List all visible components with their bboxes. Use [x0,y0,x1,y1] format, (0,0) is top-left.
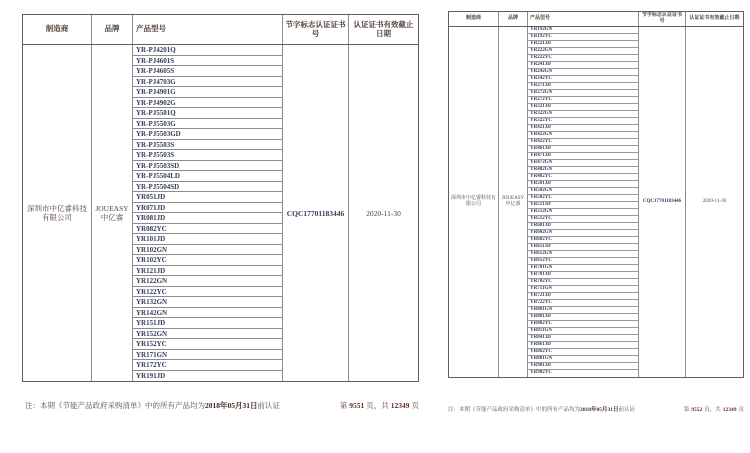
model-row: YR482YC [528,174,638,181]
model-row: YR081JD [133,213,282,224]
right-page-footer [448,405,745,413]
left-table-body [23,45,418,381]
model-row: YR051JD [133,192,282,203]
footer-note-text: 注：本期《节能产品政府采购清单》中的所有产品均为 [25,401,205,410]
model-row: YR191JD [136,371,166,380]
model-row: YR501JD [528,181,638,188]
page-indicator [683,405,745,413]
model-row: YR322YC [528,118,638,125]
brand-cell: JOUEASY 中亿睿 [499,27,528,377]
model-row: YR802YC [528,321,638,328]
page-label: 第 [683,407,690,413]
current-page-number: 9551 [349,401,365,410]
model-row: YR482GN [528,167,638,174]
model-row: YR611JD [528,244,638,251]
model-row: YR321JD [528,104,638,111]
header-manufacturer: 制造商 [23,15,92,44]
total-page-number: 12349 [390,401,410,410]
model-row: YR511JD [528,202,638,209]
page-label: 页，共 [704,407,721,413]
current-page-number: 9552 [691,407,703,413]
model-row: YR102GN [133,245,282,256]
brand-cell: JOUEASY 中亿睿 [92,45,133,381]
page-label: 页，共 [366,401,389,410]
model-row: YR-PJ5501Q [133,108,282,119]
model-row: YR101JD [133,234,282,245]
left-table-header-row [23,15,418,45]
model-row: YR422YC [528,139,638,146]
model-row: YR-PJ4601S [133,56,282,67]
model-row: YR122GN [133,276,282,287]
footer-note-date: 2018年05月31日 [580,407,619,413]
model-row: YR602GN [528,230,638,237]
page-label: 第 [339,401,348,410]
model-row: YR-PJ5504LD [133,171,282,182]
model-row: YR121JD [133,266,282,277]
model-row: YR242YC [528,76,638,83]
model-row: YR222YC [528,55,638,62]
model-row: YR721JD [528,293,638,300]
model-row: YR242GN [528,69,638,76]
cert-number-cell: CQC17701183446 [283,45,349,381]
model-row: YR271JD [528,83,638,90]
model-row: YR711GN [528,286,638,293]
header-cert-no: 节字标志认证证书号 [639,12,686,26]
right-table-header-row [449,12,743,27]
header-model: 产品型号 [133,15,283,44]
right-table-body [449,27,743,377]
model-row: YR132GN [133,297,282,308]
model-row: YR071JD [133,203,282,214]
footer-note-tail: 前认证 [618,407,636,413]
model-row: YR472GN [528,160,638,167]
model-row: YR801JD [528,314,638,321]
header-brand: 品牌 [499,12,528,26]
model-row: YR-PJ5503SD [133,161,282,172]
model-row: YR241JD [528,62,638,69]
expiry-date-cell: 2020-11-30 [366,208,401,218]
model-row: YR612GN [528,251,638,258]
model-row: YR862YC [528,349,638,356]
model-list [133,45,283,381]
model-row: YR981JD [528,363,638,370]
manufacturer-cell: 深圳市中亿睿科技有限公司 [23,45,92,381]
model-row: YR-PJ5503G [133,119,282,130]
model-row: YR-PJ5503S [133,140,282,151]
model-row: YR502GN [528,188,638,195]
model-list [528,27,639,377]
page-label: 页 [411,401,419,410]
model-row: YR-PJ5503S [133,150,282,161]
model-row: YR982YC [530,370,552,375]
model-row: YR512GN [528,209,638,216]
model-row: YR461JD [528,146,638,153]
model-row: YR601JD [528,223,638,230]
model-row: YR172YC [133,360,282,371]
model-row: YR841JD [528,335,638,342]
model-row: YR-PJ5504SD [133,182,282,193]
model-row: YR082YC [133,224,282,235]
model-row: YR801GN [528,307,638,314]
header-manufacturer: 制造商 [449,12,499,26]
model-row: YR881GN [528,356,638,363]
footer-note-date: 2018年05月31日 [205,401,258,410]
model-row: YR702YC [528,279,638,286]
footer-note [25,400,280,411]
page-indicator [339,400,420,411]
model-row: YR272GN [528,90,638,97]
header-model: 产品型号 [528,12,639,26]
model-row: YR-PJ4902G [133,98,282,109]
footer-note [448,405,635,413]
model-row: YR151JD [133,318,282,329]
model-row: YR811GN [528,328,638,335]
right-page-table [448,11,744,378]
model-row: YR861JD [528,342,638,349]
model-row: YR192GN [528,27,638,34]
model-row: YR471JD [528,153,638,160]
model-row: YR192YC [528,34,638,41]
model-row: YR-PJ4605S [133,66,282,77]
expiry-date-cell: 2020-11-30 [702,199,727,204]
model-row: YR701JD [528,272,638,279]
model-row: YR171GN [133,350,282,361]
model-row: YR722YC [528,300,638,307]
model-row: YR222GN [528,48,638,55]
page-label: 页 [738,407,744,413]
header-expiry: 认证证书有效截止日期 [689,16,740,22]
model-row: YR-PJ4201Q [133,45,282,56]
manufacturer-cell: 深圳市中亿睿科技有限公司 [449,27,499,377]
model-row: YR701GN [528,265,638,272]
model-row: YR152GN [133,329,282,340]
left-page-footer [25,400,420,411]
model-row: YR612YC [528,258,638,265]
model-row: YR152YC [133,339,282,350]
header-brand: 品牌 [92,15,133,44]
model-row: YR602YC [528,237,638,244]
header-expiry: 认证证书有效截止日期 [353,19,414,38]
model-row: YR422GN [528,132,638,139]
header-cert-no: 节字标志认证证书号 [283,15,349,44]
cert-number-cell: CQC17701183446 [639,27,686,377]
model-row: YR512YC [528,216,638,223]
left-page-table [22,14,419,382]
model-row: YR122YC [133,287,282,298]
model-row: YR221JD [528,41,638,48]
footer-note-tail: 前认证 [257,401,280,410]
model-row: YR502YC [528,195,638,202]
total-page-number: 12349 [722,407,737,413]
model-row: YR322GN [528,111,638,118]
model-row: YR102YC [133,255,282,266]
model-row: YR272YC [528,97,638,104]
model-row: YR421JD [528,125,638,132]
model-row: YR-PJ4703G [133,77,282,88]
model-row: YR-PJ5503GD [133,129,282,140]
footer-note-text: 注：本期《节能产品政府采购清单》中的所有产品均为 [448,407,581,413]
model-row: YR-PJ4901G [133,87,282,98]
model-row: YR142GN [133,308,282,319]
